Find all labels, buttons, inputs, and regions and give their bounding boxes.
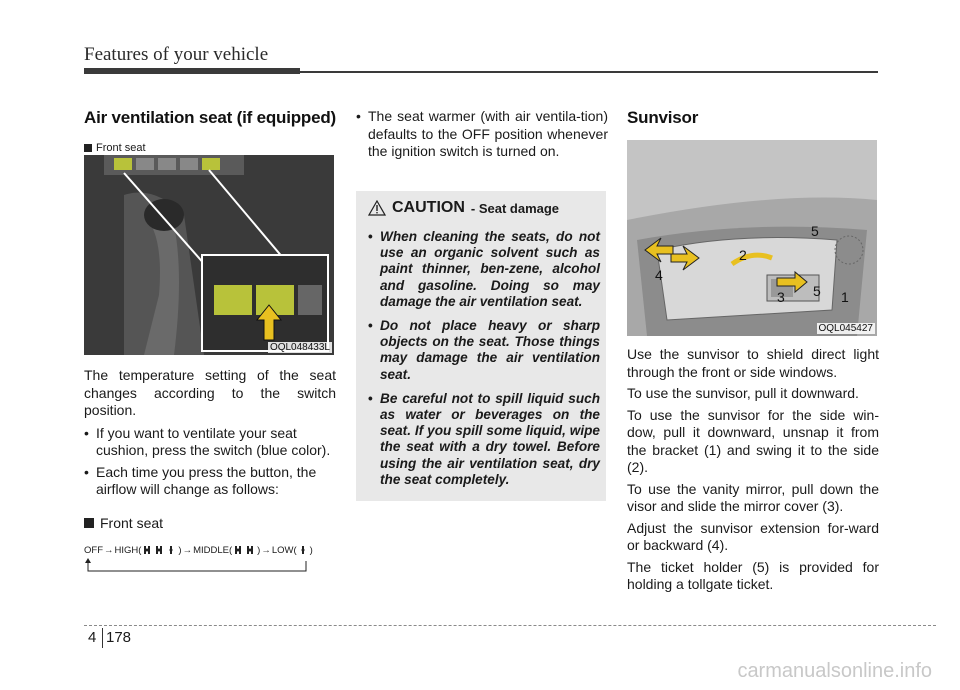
paragraph: To use the sunvisor for the side win-dow, pull it downward, unsnap it from the bracket (1) and swing it to the side (2). bbox=[627, 406, 879, 475]
list-item: • The seat warmer (with air ventila-tion) defaults to the OFF position whenever the ignition switch is turned on. bbox=[356, 108, 608, 161]
figure-code: OQL048433L bbox=[269, 342, 330, 353]
list-item: • Each time you press the button, the airflow will change as follows: bbox=[84, 464, 336, 499]
section-number: 4 bbox=[88, 629, 97, 646]
section-heading-air-ventilation: Air ventilation seat (if equipped) bbox=[84, 108, 337, 127]
callout-5a: 5 bbox=[811, 223, 819, 239]
front-seat-switch-photo bbox=[84, 155, 334, 355]
seq-low: LOW( bbox=[271, 544, 297, 556]
header-rule-thin bbox=[300, 71, 878, 73]
sunvisor-illustration bbox=[627, 140, 877, 336]
seq-middle: MIDDLE( bbox=[193, 544, 233, 556]
ventilation-bullets bbox=[84, 425, 336, 499]
section-heading-sunvisor: Sunvisor bbox=[627, 108, 699, 127]
watermark: carmanualsonline.info bbox=[737, 660, 932, 682]
photo-label: Front seat bbox=[84, 142, 336, 154]
caution-heading: CAUTION bbox=[392, 199, 465, 216]
sunvisor-text bbox=[627, 346, 879, 594]
running-header: Features of your vehicle bbox=[84, 44, 269, 65]
paragraph: The ticket holder (5) is provided for holding a tollgate ticket. bbox=[627, 558, 879, 592]
caution-box bbox=[356, 191, 606, 501]
sunvisor-photo bbox=[627, 140, 877, 336]
square-bullet-icon bbox=[84, 518, 94, 528]
airflow-sequence-diagram bbox=[84, 545, 336, 575]
seq-close: ) bbox=[309, 544, 313, 556]
square-bullet-icon bbox=[84, 144, 92, 152]
page-number: 178 bbox=[106, 629, 132, 646]
callout-2: 2 bbox=[739, 247, 747, 263]
page-number-separator bbox=[102, 628, 103, 648]
header-rule-thick bbox=[84, 68, 300, 74]
list-item: • When cleaning the seats, do not use an organic solvent such as paint thinner, ben-zene, alcohol and gasoline. Doing so may damage the air ventilation seat. bbox=[368, 229, 600, 310]
column-seat-warmer bbox=[356, 108, 608, 161]
seq-arrow: → bbox=[261, 544, 271, 556]
paragraph: Adjust the sunvisor extension for-ward or backward (4). bbox=[627, 519, 879, 553]
column-air-ventilation bbox=[84, 108, 336, 575]
callout-5b: 5 bbox=[813, 283, 821, 299]
caution-title bbox=[368, 199, 559, 217]
seq-close: ) bbox=[178, 544, 182, 556]
seat-warmer-bullets bbox=[356, 108, 608, 161]
caution-list bbox=[368, 229, 600, 496]
paragraph: To use the vanity mirror, pull down the visor and slide the mirror cover (3). bbox=[627, 480, 879, 514]
caution-subtitle: - Seat damage bbox=[470, 200, 560, 216]
loop-back-arrow bbox=[84, 545, 336, 575]
seq-off: OFF bbox=[84, 544, 103, 556]
seq-close: ) bbox=[257, 544, 261, 556]
callout-4: 4 bbox=[655, 267, 663, 283]
seq-arrow: → bbox=[182, 544, 193, 556]
list-item: • Do not place heavy or sharp objects on the seat. Those things may damage the air ventilation seat. bbox=[368, 318, 600, 383]
seq-high: HIGH( bbox=[114, 544, 142, 556]
list-item: • Be careful not to spill liquid such as water or beverages on the seat. If you spill some liquid, wipe the seat with a dry towel. Before using the air ventilation seat, dry the seat completely. bbox=[368, 391, 600, 488]
paragraph: To use the sunvisor, pull it downward. bbox=[627, 385, 859, 401]
callout-3: 3 bbox=[777, 289, 785, 305]
intro-paragraph: The temperature setting of the seat changes according to the switch position. bbox=[84, 367, 336, 418]
footer-rule bbox=[84, 625, 936, 626]
paragraph: Use the sunvisor to shield direct light through the front or side windows. bbox=[627, 346, 879, 380]
list-item: • If you want to ventilate your seat cushion, press the switch (blue color). bbox=[84, 425, 336, 460]
warning-triangle-icon bbox=[368, 200, 386, 216]
figure-code: OQL045427 bbox=[818, 323, 873, 334]
console-illustration bbox=[84, 155, 334, 355]
column-sunvisor bbox=[627, 108, 879, 598]
seq-arrow: → bbox=[104, 544, 114, 556]
front-seat-sublabel: Front seat bbox=[84, 515, 336, 531]
callout-1: 1 bbox=[841, 289, 849, 305]
